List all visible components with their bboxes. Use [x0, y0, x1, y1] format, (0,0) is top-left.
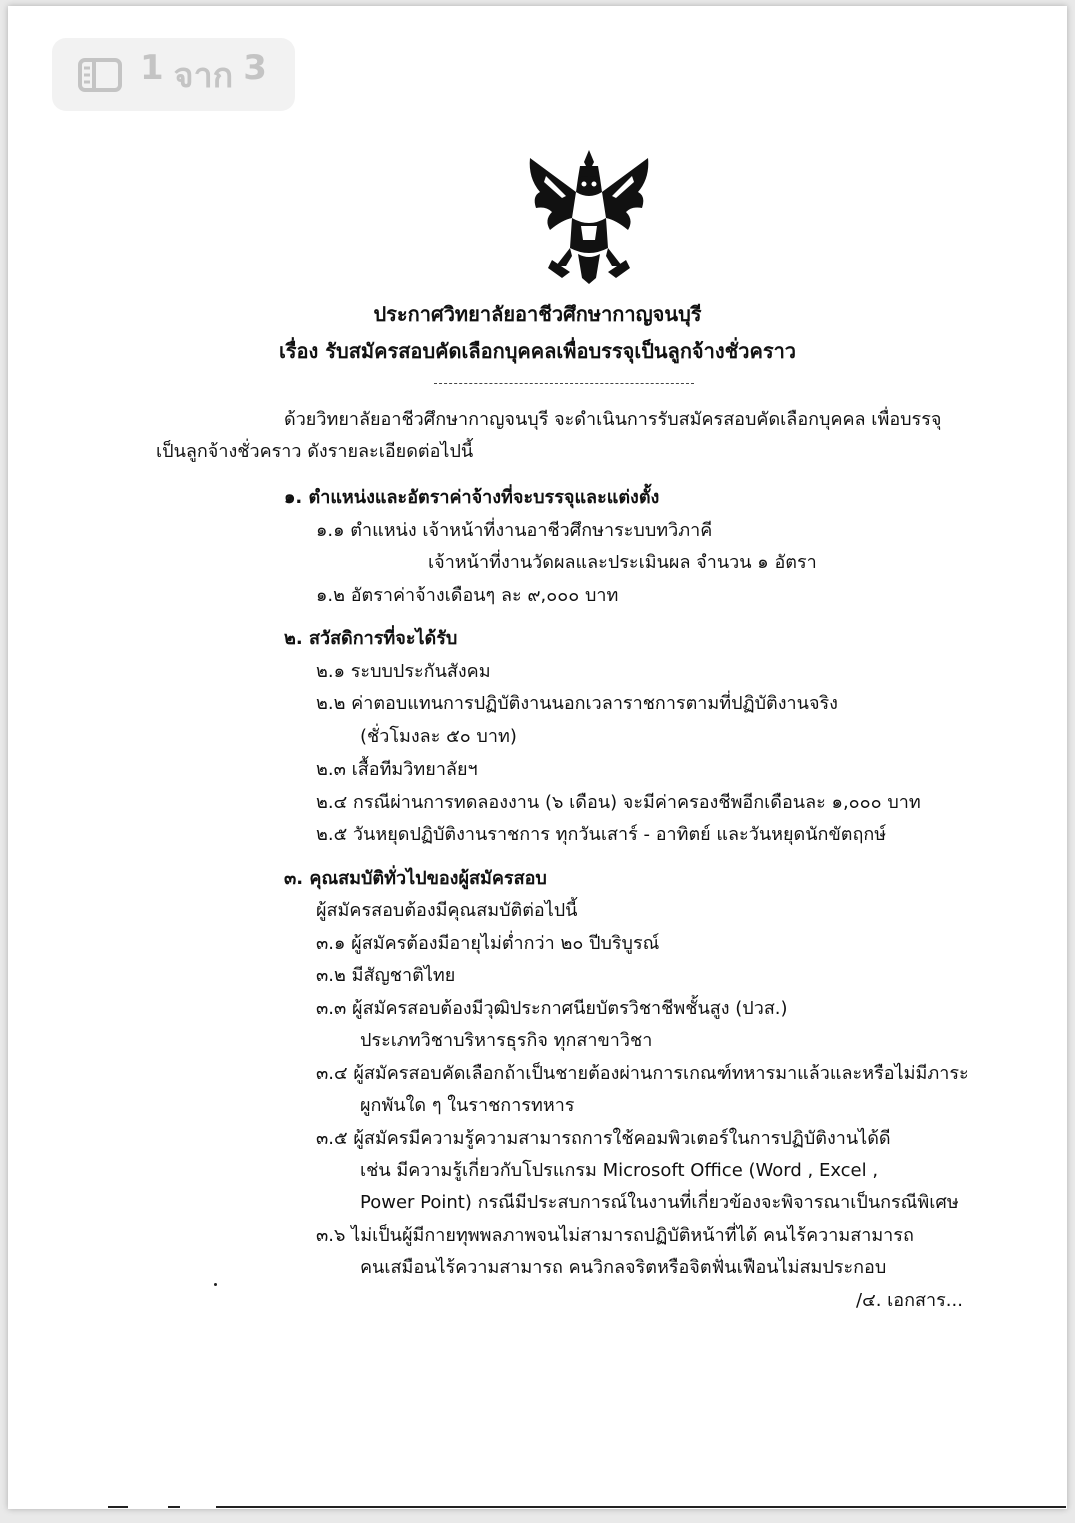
- item-1-1: ๑.๑ ตำแหน่ง เจ้าหน้าที่งานอาชีวศึกษาระบบทวิภาคี: [316, 520, 713, 541]
- intro-line-1: ด้วยวิทยาลัยอาชีวศึกษากาญจนบุรี จะดำเนินการรับสมัครสอบคัดเลือกบุคคล เพื่อบรรจุ: [284, 409, 942, 430]
- scan-edge-line: [108, 1506, 128, 1508]
- section-3-intro: ผู้สมัครสอบต้องมีคุณสมบัติต่อไปนี้: [316, 900, 578, 921]
- item-3-4: ๓.๔ ผู้สมัครสอบคัดเลือกถ้าเป็นชายต้องผ่านการเกณฑ์ทหารมาแล้วและหรือไม่มีภาระ: [316, 1063, 969, 1084]
- item-3-3: ๓.๓ ผู้สมัครสอบต้องมีวุฒิประกาศนียบัตรวิชาชีพชั้นสูง (ปวส.): [316, 998, 788, 1019]
- document-title: ประกาศวิทยาลัยอาชีวศึกษากาญจนบุรี: [373, 302, 702, 326]
- item-3-5-cont-1: เช่น มีความรู้เกี่ยวกับโปรแกรม Microsoft Office (Word , Excel ,: [360, 1160, 879, 1181]
- page-total: 3: [243, 47, 267, 88]
- scan-speck: [214, 1283, 217, 1286]
- item-1-2: ๑.๒ อัตราค่าจ้างเดือนๆ ละ ๙,๐๐๐ บาท: [316, 585, 619, 606]
- item-3-6-cont: คนเสมือนไร้ความสามารถ คนวิกลจริตหรือจิตฟั่นเฟือนไม่สมประกอบ: [360, 1257, 887, 1278]
- item-3-2: ๓.๒ มีสัญชาติไทย: [316, 965, 456, 986]
- scan-edge-line: [216, 1506, 1066, 1508]
- item-2-2: ๒.๒ ค่าตอบแทนการปฏิบัติงานนอกเวลาราชการตามที่ปฏิบัติงานจริง: [316, 693, 838, 714]
- garuda-emblem: [526, 148, 652, 286]
- item-3-3-cont: ประเภทวิชาบริหารธุรกิจ ทุกสาขาวิชา: [360, 1030, 653, 1051]
- intro-line-2: เป็นลูกจ้างชั่วคราว ดังรายละเอียดต่อไปนี้: [156, 441, 474, 462]
- section-2-heading: ๒. สวัสดิการที่จะได้รับ: [284, 628, 458, 649]
- item-2-3: ๒.๓ เสื้อทีมวิทยาลัยฯ: [316, 759, 478, 780]
- item-1-1-cont: เจ้าหน้าที่งานวัดผลและประเมินผล จำนวน ๑ อัตรา: [428, 552, 817, 573]
- item-2-4: ๒.๔ กรณีผ่านการทดลองงาน (๖ เดือน) จะมีค่าครองชีพอีกเดือนละ ๑,๐๐๐ บาท: [316, 792, 921, 813]
- item-3-6: ๓.๖ ไม่เป็นผู้มีกายทุพพลภาพจนไม่สามารถปฏิบัติหน้าที่ได้ คนไร้ความสามารถ: [316, 1225, 914, 1246]
- item-3-4-cont: ผูกพันใด ๆ ในราชการทหาร: [360, 1095, 575, 1116]
- page-indicator[interactable]: [52, 38, 295, 111]
- scan-edge-line: [168, 1506, 180, 1508]
- title-divider: [434, 383, 694, 384]
- item-2-2-cont: (ชั่วโมงละ ๕๐ บาท): [360, 726, 517, 747]
- document-subject: เรื่อง รับสมัครสอบคัดเลือกบุคคลเพื่อบรรจุเป็นลูกจ้างชั่วคราว: [278, 339, 797, 363]
- item-2-1: ๒.๑ ระบบประกันสังคม: [316, 661, 491, 682]
- pages-icon: [78, 58, 122, 92]
- item-2-5: ๒.๕ วันหยุดปฏิบัติงานราชการ ทุกวันเสาร์ - อาทิตย์ และวันหยุดนักขัตฤกษ์: [316, 824, 887, 845]
- continuation-marker: /๔. เอกสาร...: [856, 1290, 963, 1311]
- page-word: จาก: [173, 55, 234, 96]
- page-count: [140, 48, 267, 102]
- item-3-5: ๓.๕ ผู้สมัครมีความรู้ความสามารถการใช้คอมพิวเตอร์ในการปฏิบัติงานได้ดี: [316, 1128, 891, 1149]
- page-current: 1: [140, 47, 164, 88]
- section-1-heading: ๑. ตำแหน่งและอัตราค่าจ้างที่จะบรรจุและแต่งตั้ง: [284, 487, 660, 508]
- section-3-heading: ๓. คุณสมบัติทั่วไปของผู้สมัครสอบ: [284, 868, 547, 889]
- document-page: [8, 6, 1067, 1509]
- item-3-5-cont-2: Power Point) กรณีมีประสบการณ์ในงานที่เกี่ยวข้องจะพิจารณาเป็นกรณีพิเศษ: [360, 1192, 959, 1213]
- item-3-1: ๓.๑ ผู้สมัครต้องมีอายุไม่ต่ำกว่า ๒๐ ปีบริบูรณ์: [316, 933, 660, 954]
